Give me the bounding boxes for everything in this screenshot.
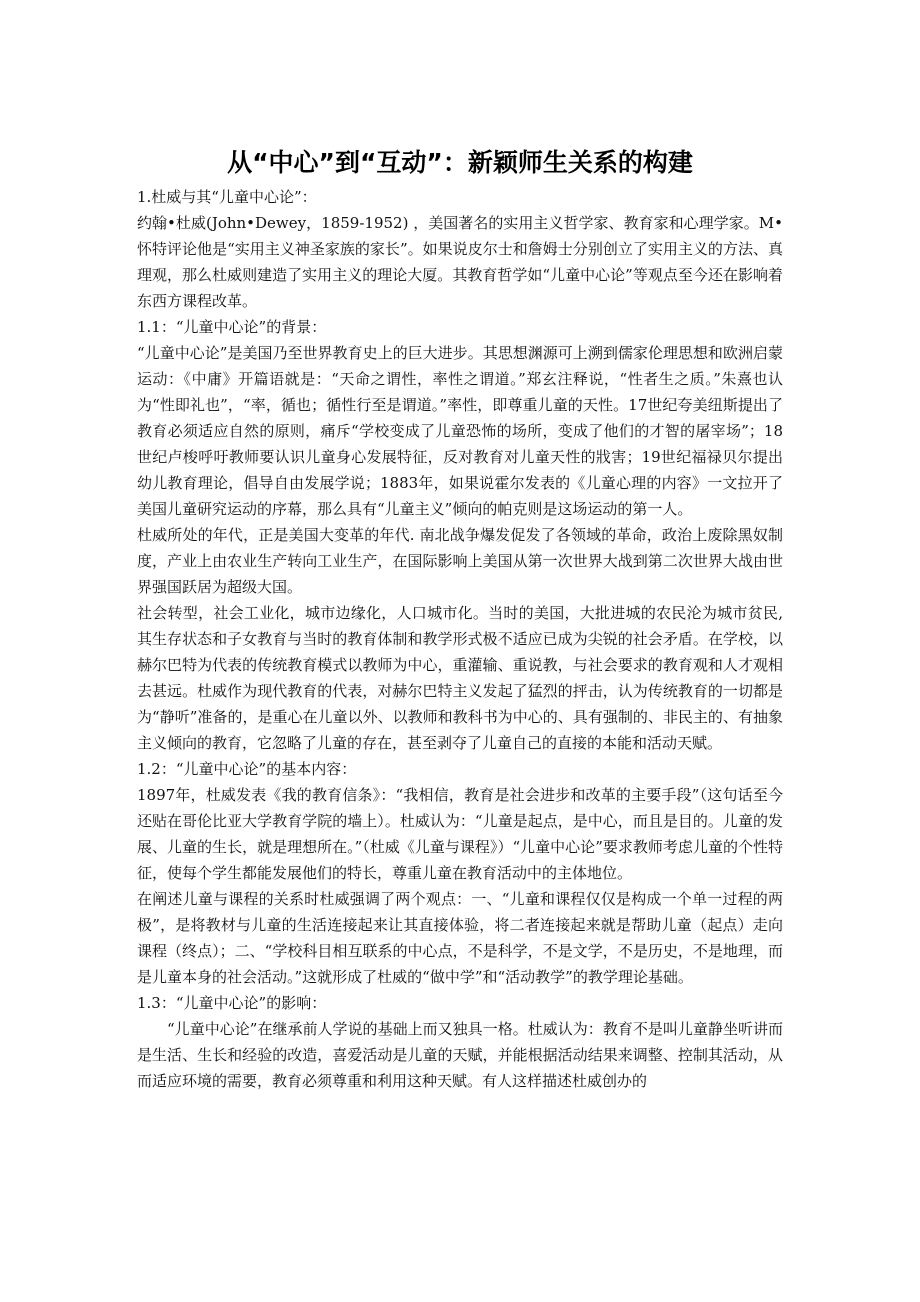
- paragraph-influence: “儿童中心论”在继承前人学说的基础上而又独具一格。杜威认为：教育不是叫儿童静坐听讲而是生活、生长和经验的改造，喜爱活动是儿童的天赋，并能根据活动结果来调整、控制其活动，从而适应环境的需要，教育必须尊重和利用这种天赋。有人这样描述杜威创办的: [137, 1020, 783, 1090]
- paragraph-child-curriculum: 在阐述儿童与课程的关系时杜威强调了两个观点：一、“儿童和课程仅仅是构成一个单一过程的两极”，是将教材与儿童的生活连接起来让其直接体验，将二者连接起来就是帮助儿童（起点）走向课程（终点）；二、“学校科目相互联系的中心点，不是科学，不是文学，不是历史，不是地理，而是儿童本身的社会活动。”这就形成了杜威的“做中学”和“活动教学”的教学理论基础。: [137, 890, 783, 986]
- section-heading-1-3: 1.3：“儿童中心论”的影响：: [137, 994, 327, 1012]
- section-heading-1: 1.杜威与其“儿童中心论”：: [137, 188, 317, 206]
- paragraph-dewey-intro: 约翰•杜威(John•Dewey，1859-1952) ，美国著名的实用主义哲学家、教育家和心理学家。M•怀特评论他是“实用主义神圣家族的家长”。如果说皮尔士和詹姆士分别创立了实用主义的方法、真理观，那么杜威则建造了实用主义的理论大厦。其教育哲学如“儿童中心论”等观点至今还在影响着东西方课程改革。: [137, 214, 783, 310]
- document-page: [137, 146, 783, 1094]
- paragraph-basic-content: 1897年，杜威发表《我的教育信条》：“我相信，教育是社会进步和改革的主要手段”（这句话至今还贴在哥伦比亚大学教育学院的墙上）。杜威认为：“儿童是起点，是中心，而且是目的。儿童的发展、儿童的生长，就是理想所在。”（杜威《儿童与课程》）“儿童中心论”要求教师考虑儿童的个性特征，使每个学生都能发展他们的特长，尊重儿童在教育活动中的主体地位。: [137, 786, 783, 882]
- document-title: 从“中心”到“互动”：新颖师生关系的构建: [227, 148, 693, 177]
- paragraph-background: “儿童中心论”是美国乃至世界教育史上的巨大进步。其思想渊源可上溯到儒家伦理思想和欧洲启蒙运动：《中庸》开篇语就是：“天命之谓性，率性之谓道。”郑玄注释说，“性者生之质。”朱熹也认为“性即礼也”，“率，循也；循性行至是谓道。”率性，即尊重儿童的天性。17世纪夸美纽斯提出了教育必须适应自然的原则，痛斥“学校变成了儿童恐怖的场所，变成了他们的才智的屠宰场”；18世纪卢梭呼吁教师要认识儿童身心发展特征，反对教育对儿童天性的戕害；19世纪福禄贝尔提出幼儿教育理论，倡导自由发展学说；1883年，如果说霍尔发表的《儿童心理的内容》一文拉开了美国儿童研究运动的序幕，那么具有“儿童主义”倾向的帕克则是这场运动的第一人。: [137, 344, 783, 518]
- paragraph-social-transition: 社会转型，社会工业化，城市边缘化，人口城市化。当时的美国，大批进城的农民沦为城市贫民,其生存状态和子女教育与当时的教育体制和教学形式极不适应已成为尖锐的社会矛盾。在学校，以赫尔巴特为代表的传统教育模式以教师为中心，重灌输、重说教，与社会要求的教育观和人才观相去甚远。杜威作为现代教育的代表，对赫尔巴特主义发起了猛烈的抨击，认为传统教育的一切都是为“静听”准备的，是重心在儿童以外、以教师和教科书为中心的、具有强制的、非民主的、有抽象主义倾向的教育，它忽略了儿童的存在，甚至剥夺了儿童自己的直接的本能和活动天赋。: [137, 604, 783, 752]
- section-heading-1-1: 1.1：“儿童中心论”的背景：: [137, 318, 327, 336]
- paragraph-era: 杜威所处的年代，正是美国大变革的年代. 南北战争爆发促发了各领域的革命，政治上废除黑奴制度，产业上由农业生产转向工业生产，在国际影响上美国从第一次世界大战到第二次世界大战由世界强国跃居为超级大国。: [137, 526, 783, 596]
- section-heading-1-2: 1.2：“儿童中心论”的基本内容：: [137, 760, 357, 778]
